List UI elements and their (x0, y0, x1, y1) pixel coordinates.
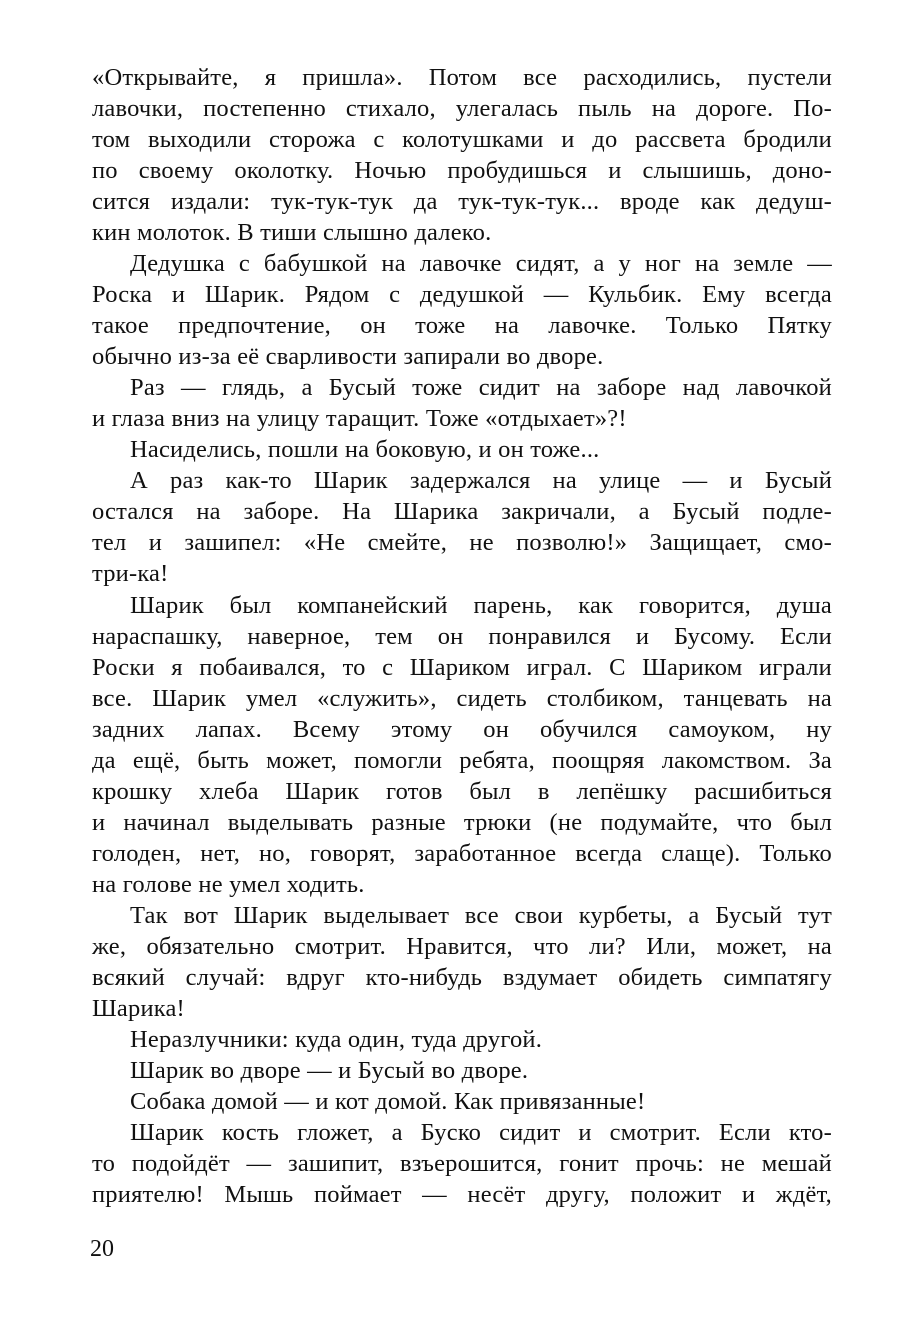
text-line: остался на заборе. На Шарика закричали, а Бусый подле- (92, 498, 832, 525)
text-line: Роска и Шарик. Рядом с дедушкой — Кульбик. Ему всегда (92, 281, 832, 308)
text-line: нараспашку, наверное, тем он понравился и Бусому. Если (92, 623, 832, 650)
text-line: крошку хлеба Шарик готов был в лепёшку расшибиться (92, 778, 832, 805)
paragraph-first-line: А раз как-то Шарик задержался на улице — и Бусый (130, 467, 832, 494)
text-line: голоден, нет, но, говорят, заработанное всегда слаще). Только (92, 840, 832, 867)
text-line: лавочки, постепенно стихало, улегалась пыль на дороге. По- (92, 95, 832, 122)
paragraph-first-line: Дедушка с бабушкой на лавочке сидят, а у ног на земле — (130, 250, 832, 277)
text-line: Роски я побаивался, то с Шариком играл. С Шариком играли (92, 654, 832, 681)
paragraph-first-line: Насиделись, пошли на боковую, и он тоже... (130, 436, 600, 463)
text-line: сится издали: тук-тук-тук да тук-тук-тук... вроде как дедуш- (92, 188, 832, 215)
paragraph-first-line: Собака домой — и кот домой. Как привязанные! (130, 1088, 646, 1115)
text-line: том выходили сторожа с колотушками и до рассвета бродили (92, 126, 832, 153)
page-number: 20 (90, 1236, 114, 1262)
paragraph-first-line: Неразлучники: куда один, туда другой. (130, 1026, 543, 1053)
text-line: все. Шарик умел «служить», сидеть столбиком, танцевать на (92, 685, 832, 712)
text-line: приятелю! Мышь поймает — несёт другу, положит и ждёт, (92, 1181, 832, 1208)
text-line: обычно из-за её сварливости запирали во дворе. (92, 343, 604, 370)
paragraph-first-line: Раз — глядь, а Бусый тоже сидит на заборе над лавочкой (130, 374, 832, 401)
paragraph-first-line: Так вот Шарик выделывает все свои курбеты, а Бусый тут (130, 902, 832, 929)
text-line: же, обязательно смотрит. Нравится, что ли? Или, может, на (92, 933, 832, 960)
text-line: то подойдёт — зашипит, взъерошится, гонит прочь: не мешай (92, 1150, 832, 1177)
text-line: задних лапах. Всему этому он обучился самоуком, ну (92, 716, 832, 743)
text-line: Шарика! (92, 995, 185, 1022)
paragraph-first-line: Шарик кость гложет, а Буско сидит и смотрит. Если кто- (130, 1119, 832, 1146)
text-line: такое предпочтение, он тоже на лавочке. Только Пятку (92, 312, 832, 339)
text-line: да ещё, быть может, помогли ребята, поощряя лакомством. За (92, 747, 832, 774)
paragraph-first-line: Шарик во дворе — и Бусый во дворе. (130, 1057, 529, 1084)
text-line: «Открывайте, я пришла». Потом все расходились, пустели (92, 64, 832, 91)
text-line: по своему околотку. Ночью пробудишься и слышишь, доно- (92, 157, 832, 184)
text-line: и глаза вниз на улицу таращит. Тоже «отдыхает»?! (92, 405, 627, 432)
text-line: и начинал выделывать разные трюки (не подумайте, что был (92, 809, 832, 836)
paragraph-first-line: Шарик был компанейский парень, как говорится, душа (130, 592, 832, 619)
text-line: кин молоток. В тиши слышно далеко. (92, 219, 492, 246)
text-line: всякий случай: вдруг кто-нибудь вздумает обидеть симпатягу (92, 964, 832, 991)
text-line: три-ка! (92, 560, 169, 587)
text-line: на голове не умел ходить. (92, 871, 365, 898)
text-line: тел и зашипел: «Не смейте, не позволю!» Защищает, смо- (92, 529, 832, 556)
